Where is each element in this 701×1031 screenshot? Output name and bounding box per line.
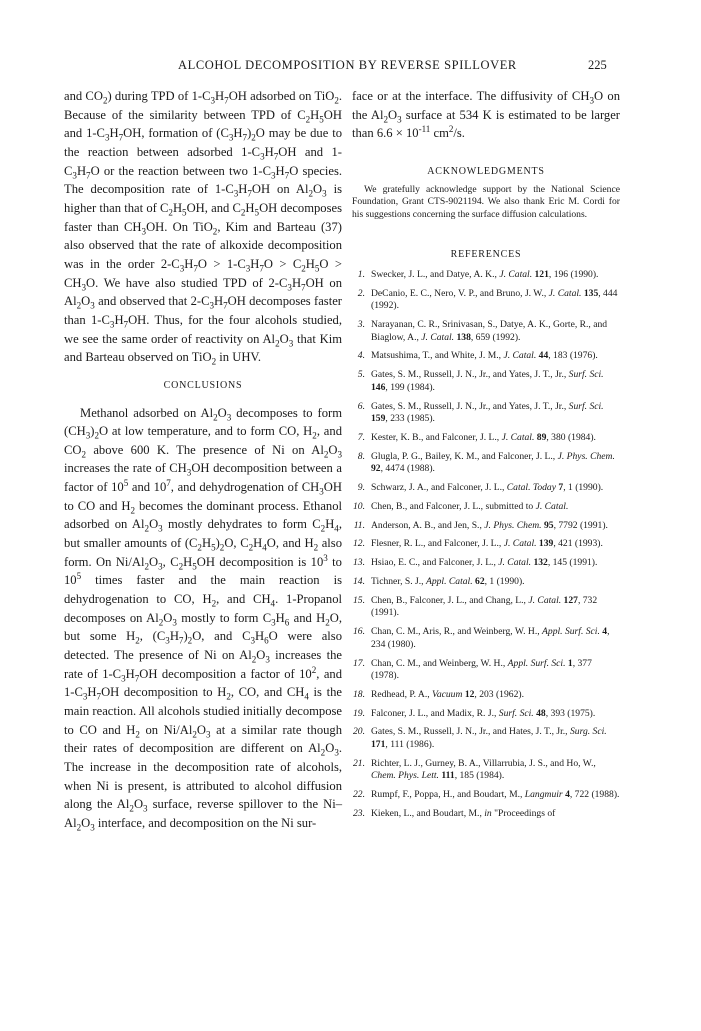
reference-item: [352, 401, 620, 426]
reference-list: [352, 269, 620, 820]
references-heading: REFERENCES: [450, 249, 522, 261]
reference-number: 20.: [353, 726, 365, 738]
reference-text: Anderson, A. B., and Jen, S., J. Phys. Chem. 95, 7792 (1991).: [371, 519, 608, 531]
reference-number: 17.: [353, 657, 365, 669]
reference-text: Matsushima, T., and White, J. M., J. Catal. 44, 183 (1976).: [371, 350, 598, 362]
conclusions-heading: CONCLUSIONS: [163, 379, 243, 391]
reference-item: [352, 369, 620, 394]
reference-text: Gates, S. M., Russell, J. N., Jr., and Hates, J. T., Jr., Surg. Sci. 171, 111 (1986).: [371, 726, 607, 750]
reference-item: [352, 269, 620, 281]
reference-item: [352, 789, 620, 801]
reference-text: Swecker, J. L., and Datye, A. K., J. Catal. 121, 196 (1990).: [371, 269, 599, 281]
reference-text: Hsiao, E. C., and Falconer, J. L., J. Catal. 132, 145 (1991).: [371, 557, 598, 569]
reference-number: 19.: [353, 707, 365, 719]
reference-item: [352, 451, 620, 476]
reference-text: Flesner, R. L., and Falconer, J. L., J. Catal. 139, 421 (1993).: [371, 538, 603, 550]
right-column: [352, 87, 620, 827]
reference-number: 23.: [353, 807, 365, 819]
reference-text: Schwarz, J. A., and Falconer, J. L., Catal. Today 7, 1 (1990).: [371, 481, 604, 493]
reference-number: 11.: [353, 519, 365, 531]
reference-item: [352, 626, 620, 651]
reference-text: Redhead, P. A., Vacuum 12, 203 (1962).: [371, 688, 524, 700]
running-head: [0, 58, 701, 76]
reference-number: 9.: [357, 481, 365, 493]
reference-item: [352, 689, 620, 701]
reference-number: 21.: [353, 757, 365, 769]
reference-item: [352, 520, 620, 532]
reference-text: Narayanan, C. R., Srinivasan, S., Datye, A. K., Gorte, R., and Biaglow, A., J. Catal. 138, 659 (1992).: [371, 319, 608, 343]
reference-number: 8.: [357, 450, 365, 462]
reference-number: 1.: [357, 269, 365, 281]
reference-item: [352, 758, 620, 783]
reference-item: [352, 595, 620, 620]
reference-number: 22.: [353, 788, 365, 800]
reference-number: 16.: [353, 626, 365, 638]
reference-number: 6.: [357, 400, 365, 412]
reference-text: Gates, S. M., Russell, J. N., Jr., and Yates, J. T., Jr., Surf. Sci. 159, 233 (1985).: [371, 400, 604, 424]
reference-number: 12.: [353, 538, 365, 550]
reference-number: 2.: [357, 288, 365, 300]
reference-number: 3.: [357, 319, 365, 331]
continued-paragraph: face or at the interface. The diffusivity of $CH_3O$ on the $Al_2O_3$ surface at 534 K is estimated to be larger than $6.6 \times 10^{-11}$ $cm^2/s$.: [352, 89, 620, 141]
conclusions-paragraph: Methanol adsorbed on $Al_2O_3$ decomposes to form $(CH_3)_2O$ at low temperature, and to form CO, $H_2$, and $CO_2$ above 600 K. The presence of Ni on $Al_2O_3$ increases the rate of $CH_3OH$ decomposition between a factor of $10^5$ and $10^7$, and dehydrogenation of $CH_3OH$ to CO and $H_2$ becomes the dominant process. Ethanol adsorbed on $Al_2O_3$ mostly dehydrates to form $C_2H_4$, but smaller amounts of $(C_2H_5)_2O$, $C_2H_4O$, and $H_2$ also form. On $Ni/Al_2O_3$, $C_2H_5OH$ decomposition is $10^3$ to $10^5$ times faster and the main reaction is dehydrogenation to CO, $H_2$, and $CH_4$. 1-Propanol decomposes on $Al_2O_3$ mostly to form $C_3H_6$ and $H_2O$, but some $H_2$, $(C_3H_7)_2O$, and $C_3H_6O$ were also detected. The presence of Ni on $Al_2O_3$ increases the rate of $1-C_3H_7OH$ decomposition a factor of $10^2$, and $1-C_3H_7OH$ decomposition to $H_2$, CO, and $CH_4$ is the main reaction. All alcohols studied initially decompose to CO and $H_2$ on $Ni/Al_2O_3$ at a similar rate though their rates of decomposition are different on $Al_2O_3$. The increase in the decomposition rate of alcohols, when Ni is present, is attributed to alcohol diffusion along the $Al_2O_3$ surface, reverse spillover to the $Ni-Al_2O_3$ interface, and decomposition on the Ni sur-: [64, 405, 343, 833]
reference-item: [352, 808, 620, 820]
reference-text: DeCanio, E. C., Nero, V. P., and Bruno, J. W., J. Catal. 135, 444 (1992).: [371, 288, 618, 312]
running-title: ALCOHOL DECOMPOSITION BY REVERSE SPILLOVER: [178, 58, 517, 72]
reference-item: [352, 538, 620, 550]
reference-item: [352, 576, 620, 588]
reference-text: Richter, L. J., Gurney, B. A., Villarrubia, J. S., and Ho, W., Chem. Phys. Lett. 111, 185 (1984).: [371, 757, 596, 781]
reference-text: Chen, B., Falconer, J. L., and Chang, L., J. Catal. 127, 732 (1991).: [371, 595, 598, 619]
reference-item: [352, 482, 620, 494]
reference-item: [352, 726, 620, 751]
reference-item: [352, 350, 620, 362]
reference-text: Chen, B., and Falconer, J. L., submitted to J. Catal.: [371, 500, 569, 512]
reference-text: Kieken, L., and Boudart, M., in "Proceedings of: [371, 807, 556, 819]
reference-item: [352, 708, 620, 720]
reference-number: 4.: [357, 350, 365, 362]
acknowledgments-heading: ACKNOWLEDGMENTS: [427, 165, 545, 177]
reference-item: [352, 658, 620, 683]
reference-text: Rumpf, F., Poppa, H., and Boudart, M., Langmuir 4, 722 (1988).: [371, 788, 620, 800]
reference-number: 10.: [353, 500, 365, 512]
reference-text: Falconer, J. L., and Madix, R. J., Surf. Sci. 48, 393 (1975).: [371, 707, 596, 719]
left-column: [64, 87, 342, 833]
reference-text: Chan, C. M., and Weinberg, W. H., Appl. Surf. Sci. 1, 377 (1978).: [371, 657, 592, 681]
reference-text: Tichner, S. J., Appl. Catal. 62, 1 (1990).: [371, 576, 525, 588]
discussion-paragraph: and $CO_2$) during TPD of $1-C_3H_7OH$ adsorbed on TiO$_2$. Because of the similarity between TPD of $C_2H_5OH$ and $1-C_3H_7OH$, formation of $(C_3H_7)_2O$ may be due to the reaction between adsorbed $1-C_3H_7OH$ and $1-C_3H_7O$ or the reaction between two $1-C_3H_7O$ species. The decomposition rate of $1-C_3H_7OH$ on $Al_2O_3$ is higher than that of $C_2H_5OH$, and $C_2H_5OH$ decomposes faster than $CH_3OH$. On TiO$_2$, Kim and Barteau (37) also observed that the rate of alkoxide decomposition was in the order $2-C_3H_7O > 1-C_3H_7O > C_2H_5O > CH_3O$. We have also studied TPD of $2-C_3H_7OH$ on $Al_2O_3$ and observed that $2-C_3H_7OH$ decomposes faster than $1-C_3H_7OH$. Thus, for the four alcohols studied, we see the same order of reactivity on $Al_2O_3$ that Kim and Barteau observed on TiO$_2$ in UHV.: [64, 89, 343, 367]
reference-number: 5.: [357, 369, 365, 381]
reference-number: 7.: [357, 431, 365, 443]
reference-number: 18.: [353, 688, 365, 700]
reference-number: 15.: [353, 595, 365, 607]
reference-number: 13.: [353, 557, 365, 569]
page-number: 225: [588, 58, 607, 72]
reference-item: [352, 501, 620, 513]
reference-item: [352, 557, 620, 569]
reference-item: [352, 288, 620, 313]
reference-text: Kester, K. B., and Falconer, J. L., J. Catal. 89, 380 (1984).: [371, 431, 596, 443]
reference-text: Gates, S. M., Russell, J. N., Jr., and Yates, J. T., Jr., Surf. Sci. 146, 199 (1984).: [371, 369, 604, 393]
reference-number: 14.: [353, 576, 365, 588]
acknowledgments-text: We gratefully acknowledge support by the National Science Foundation, Grant CTS-9021194. We also thank Eric M. Cordi for his suggestions concerning the surface diffusion calculations.: [352, 183, 620, 220]
reference-item: [352, 319, 620, 344]
reference-text: Chan, C. M., Aris, R., and Weinberg, W. H., Appl. Surf. Sci. 4, 234 (1980).: [371, 626, 610, 650]
reference-text: Glugla, P. G., Bailey, K. M., and Falconer, J. L., J. Phys. Chem. 92, 4474 (1988).: [371, 450, 615, 474]
reference-item: [352, 432, 620, 444]
